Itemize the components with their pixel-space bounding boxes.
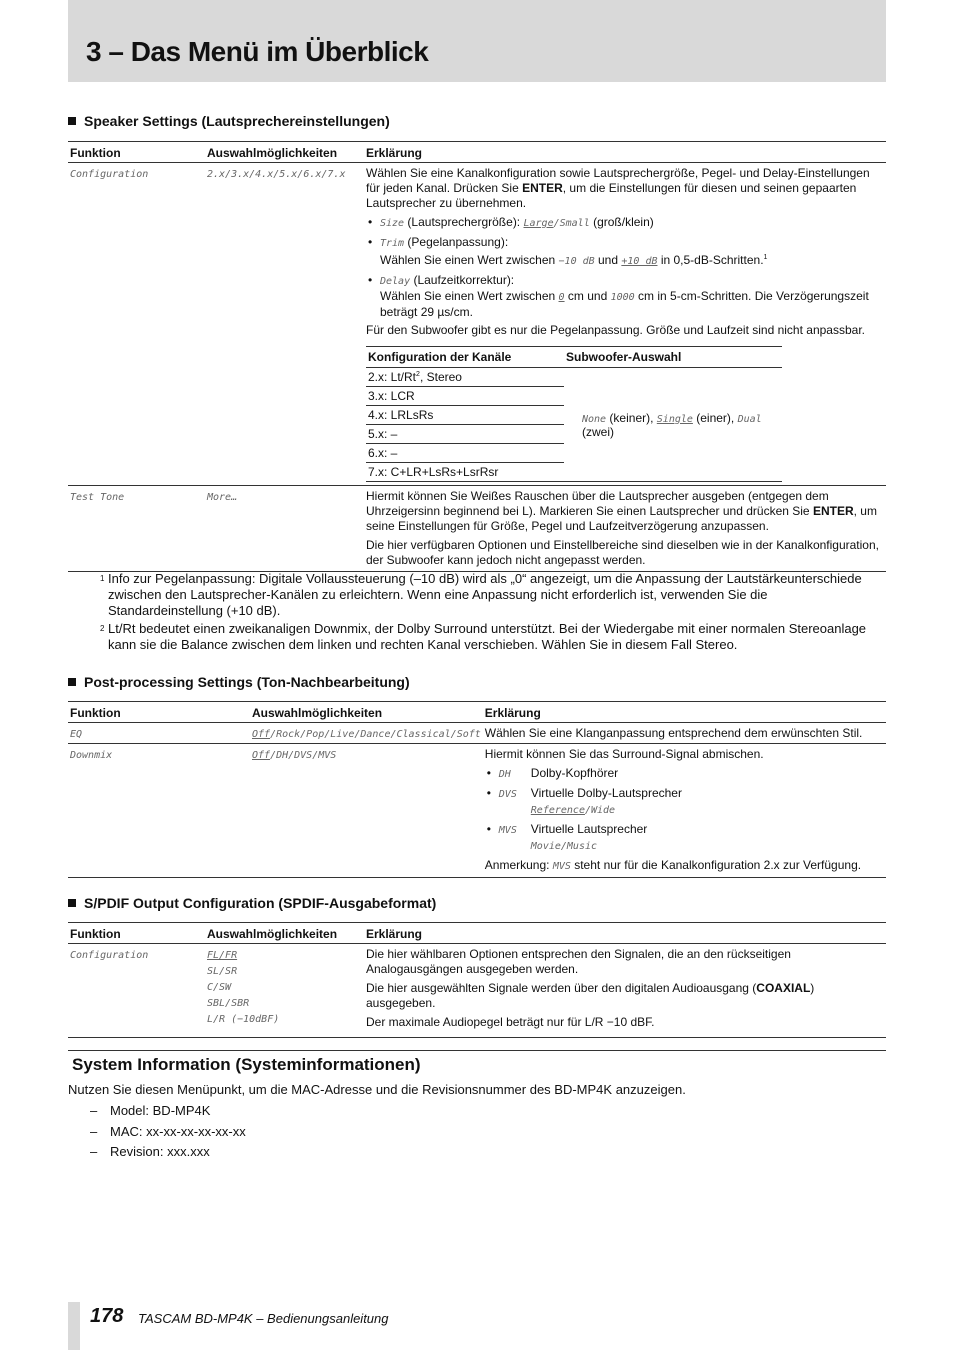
funktion-configuration: Configuration: [70, 169, 149, 180]
list-item: • Trim (Pegelanpassung): Wählen Sie einen Wert zwischen −10 dB und +10 dB in 0,5-dB-Schritten.$^1$: [366, 235, 884, 269]
inner-col-subwoofer: Subwoofer-Auswahl: [564, 347, 782, 368]
list-item: • DVS Virtuelle Dolby-Lautsprecher Reference/Wide: [485, 786, 884, 818]
list-item: – MAC: xx-xx-xx-xx-xx-xx: [90, 1124, 246, 1139]
auswahl-more: More…: [207, 492, 238, 503]
col-erklaerung: Erklärung: [364, 142, 886, 163]
table-row: 6.x: –: [366, 444, 782, 463]
funktion-eq: EQ: [70, 729, 83, 740]
col-auswahl: Auswahlmöglichkeiten: [205, 142, 364, 163]
spdif-description: Die hier wählbaren Optionen entsprechen den Signalen, die an den rückseitigen Analogausgängen ausgegeben werden. Die hier ausgewählten Signale werden über den digitalen Audioausgang (COAXIAL) ausgegeben. Der maximale Audiopegel beträgt nur für L/R −10 dBF.: [364, 944, 886, 1038]
table-row: 2.x: Lt/Rt$^2$, Stereo None (keiner), Single (einer), Dual (zwei): [366, 368, 782, 387]
list-item: • Delay (Laufzeitkorrektur): Wählen Sie einen Wert zwischen 0 cm und 1000 cm in 5-cm-Schritten. Die Verzögerungszeit beträgt 29 µs/cm.: [366, 273, 884, 319]
subwoofer-options: None (keiner), Single (einer), Dual (zwei): [564, 368, 782, 482]
spdif-heading: S/PDIF Output Configuration (SPDIF-Ausgabeformat): [68, 895, 436, 911]
chapter-header: [68, 0, 886, 82]
eq-description: Wählen Sie eine Klanganpassung entsprechend dem erwünschten Stil.: [483, 723, 886, 744]
chapter-title: 3 – Das Menü im Überblick: [86, 36, 429, 67]
system-info-heading: System Information (Systeminformationen): [72, 1055, 421, 1074]
table-row: 3.x: LCR: [366, 387, 782, 406]
page-number: 178: [90, 1305, 124, 1327]
footnote-1: 1 Info zur Pegelanpassung: Digitale Vollaussteuerung (–10 dB) wird als „0“ angezeigt, um die Anpassung der Lautstärkeunterschiede zwischen den Lautsprecher-Kanälen zu erleichtern. Wenn eine Anpassung nicht erforderlich ist, verwenden Sie die Standardeinstellung (+10 dB).: [100, 571, 862, 618]
subwoofer-note: Für den Subwoofer gibt es nur die Pegelanpassung. Größe und Laufzeit sind nicht anpassbar.: [366, 323, 865, 337]
table-row: EQ Off/Rock/Pop/Live/Dance/Classical/Soft Wählen Sie eine Klanganpassung entsprechend dem erwünschten Stil.: [68, 723, 886, 744]
list-item: • DH Dolby-Kopfhörer: [485, 766, 884, 782]
system-info-section: [68, 1050, 886, 1075]
funktion-test-tone: Test Tone: [70, 492, 125, 503]
inner-col-konfiguration: Konfiguration der Kanäle: [366, 347, 564, 368]
auswahl-channel-configs: 2.x/3.x/4.x/5.x/6.x/7.x: [207, 169, 346, 180]
table-row: 7.x: C+LR+LsRs+LsrRsr: [366, 463, 782, 482]
footer-bar: [68, 1302, 80, 1350]
spdif-table: [68, 922, 886, 1038]
square-bullet-icon: [68, 899, 76, 907]
list-item: • Size (Lautsprechergröße): Large/Small (groß/klein): [366, 215, 884, 231]
table-header-row: Funktion Auswahlmöglichkeiten Erklärung: [68, 702, 886, 723]
spdif-options: FL/FR SL/SR C/SW SBL/SBR L/R (−10dBF): [205, 944, 364, 1038]
footer-doc-title: TASCAM BD-MP4K – Bedienungsanleitung: [138, 1311, 389, 1326]
channel-subwoofer-table: [366, 346, 782, 482]
downmix-description: Hiermit können Sie das Surround-Signal abmischen. • DH Dolby-Kopfhörer • DVS Virtuelle Dolby-Lautsprecher Reference/Wide • MVS Virtuelle Lautsprecher Movie/Music Anmerkung: MVS steht nur für die Kanalkonfiguration 2.x zur Verfügung.: [483, 744, 886, 878]
list-item: – Model: BD-MP4K: [90, 1103, 211, 1118]
table-row: [68, 163, 886, 486]
speaker-settings-table: [68, 141, 886, 572]
table-header-row: [68, 142, 886, 163]
square-bullet-icon: [68, 678, 76, 686]
post-processing-table: [68, 701, 886, 878]
test-tone-description: Hiermit können Sie Weißes Rauschen über die Lautsprecher ausgeben (entgegen dem Uhrzeigersinn beginnend bei L). Markieren Sie einen Lautsprecher und drücken Sie ENTER, um seine Einstellungen für Größe, Pegel und Laufzeitverzögerung anzupassen. Die hier verfügbaren Optionen und Einstellbereiche sind dieselben wie in der Kanalkonfiguration, der Subwoofer kann jedoch nicht angepasst werden.: [364, 486, 886, 572]
list-item: – Revision: xxx.xxx: [90, 1144, 210, 1159]
square-bullet-icon: [68, 117, 76, 125]
system-info-intro: Nutzen Sie diesen Menüpunkt, um die MAC-Adresse und die Revisionsnummer des BD-MP4K anzuzeigen.: [68, 1082, 686, 1097]
funktion-configuration: Configuration: [70, 950, 149, 961]
list-item: • MVS Virtuelle Lautsprecher Movie/Music: [485, 822, 884, 854]
mvs-note: Anmerkung: MVS steht nur für die Kanalkonfiguration 2.x zur Verfügung.: [484, 858, 862, 872]
funktion-downmix: Downmix: [70, 750, 113, 761]
table-row: 4.x: LRLsRs: [366, 406, 782, 425]
table-header-row: Funktion Auswahlmöglichkeiten Erklärung: [68, 923, 886, 944]
footnote-2: 2 Lt/Rt bedeutet einen zweikanaligen Downmix, der Dolby Surround unterstützt. Bei der Wiedergabe mit einer normalen Stereoanlage kann sie die Balance zwischen dem linken und rechten Kanal verschieben. Wählen Sie in diesem Fall Stereo.: [100, 621, 867, 652]
speaker-settings-heading: Speaker Settings (Lautsprechereinstellungen): [68, 113, 390, 129]
table-row: 5.x: –: [366, 425, 782, 444]
table-row: Downmix Off/DH/DVS/MVS Hiermit können Sie das Surround-Signal abmischen. • DH Dolby-Kopfhörer • DVS Virtuelle Dolby-Lautsprecher Reference/Wide • MVS Virtuelle Lautsprecher Movie/Music Anmerkung: MVS steht nur für die Kanalkonfiguration 2.x zur Verfügung.: [68, 744, 886, 878]
configuration-description: Wählen Sie eine Kanalkonfiguration sowie Lautsprechergröße, Pegel- und Delay-Einstellungen für jeden Kanal. Drücken Sie ENTER, um die Einstellungen für diesen und seinen gepaarten Lautsprecher zu übernehmen. • Size (Lautsprechergröße): Large/Small (groß/klein) • Trim (Pegelanpassung): Wählen Sie einen Wert zwischen −10 dB und +10 dB in 0,5-dB-Schritten.$^1$ • Delay (Laufzeitkorrektur): Wählen Sie einen Wert zwischen 0 cm und 1000 cm in 5-cm-Schritten. Die Verzögerungszeit beträgt 29 µs/cm. Für den Subwoofer gibt es nur die Pegelanpassung. Größe und Laufzeit sind nicht anpassbar. Konfiguration der Kanäle Subwoofer-Auswahl 2.x: Lt/Rt$^2$, Stereo None (keiner), Single (einer), Dual (zwei) 3.x: LCR 4.x: LRLsRs 5.x: – 6.x: – 7.x: C+LR+LsRs+LsrRsr: [364, 163, 886, 486]
table-row: [68, 944, 886, 1038]
table-row: [68, 486, 886, 572]
col-funktion: Funktion: [68, 142, 205, 163]
post-processing-heading: Post-processing Settings (Ton-Nachbearbeitung): [68, 674, 410, 690]
